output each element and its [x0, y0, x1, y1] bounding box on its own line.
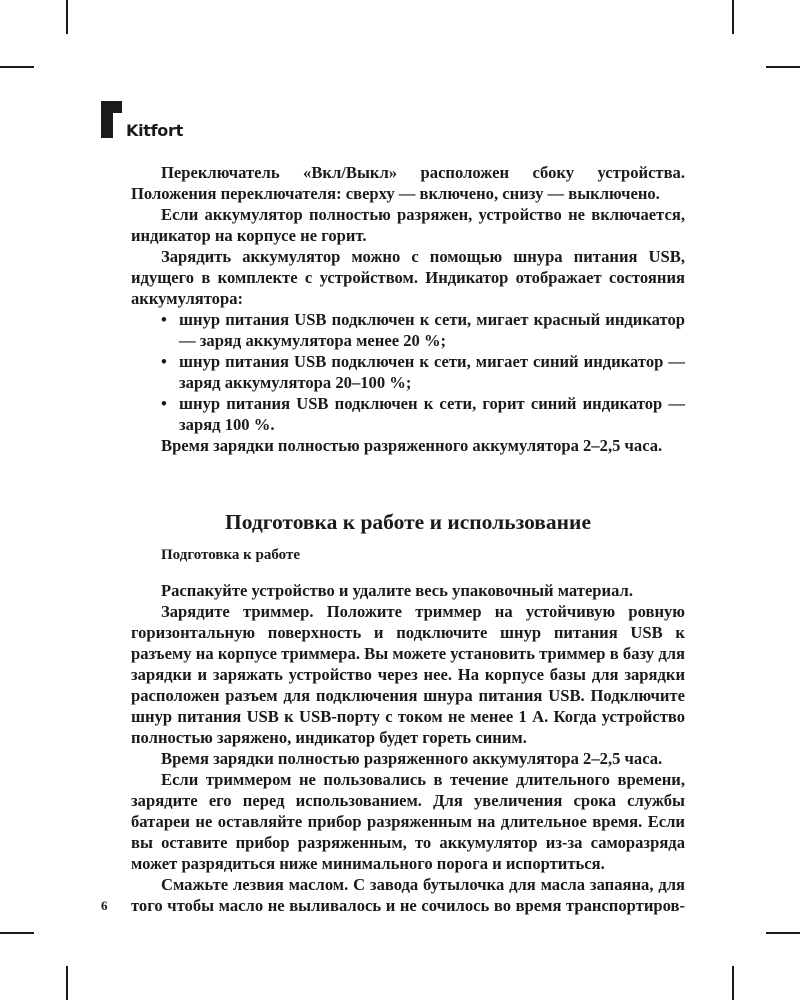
section-subtitle: Подготовка к работе	[161, 547, 300, 563]
page-number: 6	[101, 898, 108, 913]
brand-logo	[100, 100, 200, 145]
document-body	[131, 162, 685, 916]
crop-mark	[0, 66, 34, 68]
list-item	[131, 351, 685, 393]
brand-name: Kitfort	[126, 121, 183, 140]
body-paragraph: Зарядите триммер. Положите триммер на устойчивую ровную горизонтальную поверхность и подключите шнур питания USB к разъему на корпусе триммера. Вы можете установить триммер в базу для зарядки и заряжать устройство через нее. На корпусе базы для зарядки расположен разъем для подключения шнура питания USB. Подключите шнур питания USB к USB-порту с током не менее 1 А. Когда устройство полностью заряжено, индикатор будет гореть синим.	[131, 602, 685, 747]
list-item	[131, 393, 685, 435]
kitfort-logo-icon	[100, 100, 126, 142]
section-title: Подготовка к работе и использование	[225, 510, 591, 534]
crop-mark	[732, 966, 734, 1000]
intro-paragraph: Время зарядки полностью разряженного аккумулятора 2–2,5 часа.	[161, 436, 663, 455]
bullet-icon: •	[161, 352, 167, 371]
intro-paragraph: Переключатель «Вкл/Выкл» расположен сбоку устройства. Положения переключателя: сверху — включено, снизу — выключено.	[131, 163, 685, 203]
crop-mark	[766, 66, 800, 68]
indicator-list	[131, 309, 685, 435]
bullet-icon: •	[161, 310, 167, 329]
list-item-text: шнур питания USB подключен к сети, мигает красный индикатор — заряд аккумулятора менее 20 %;	[179, 310, 685, 350]
crop-mark	[732, 0, 734, 34]
crop-mark	[66, 966, 68, 1000]
bullet-icon: •	[161, 394, 167, 413]
body-paragraph: Если триммером не пользовались в течение длительного времени, зарядите его перед использованием. Для увеличения срока службы батареи не оставляйте прибор разряженным на длительное время. Если вы оставите прибор разряженным, то аккумулятор из-за саморазряда может разрядиться ниже минимального порога и испортиться.	[131, 770, 685, 873]
body-paragraph: Смажьте лезвия маслом. С завода бутылочка для масла запаяна, для того чтобы масло не выливалось и не сочилось во время транспортиров-	[131, 875, 685, 915]
list-item	[131, 309, 685, 351]
intro-paragraph: Зарядить аккумулятор можно с помощью шнура питания USB, идущего в комплекте с устройством. Индикатор отображает состояния аккумулятора:	[131, 247, 685, 308]
list-item-text: шнур питания USB подключен к сети, мигает синий индикатор — заряд аккумулятора 20–100 %;	[179, 352, 685, 392]
crop-mark	[766, 932, 800, 934]
body-paragraph: Время зарядки полностью разряженного аккумулятора 2–2,5 часа.	[161, 749, 663, 768]
body-paragraph: Распакуйте устройство и удалите весь упаковочный материал.	[161, 581, 633, 600]
intro-paragraph: Если аккумулятор полностью разряжен, устройство не включается, индикатор на корпусе не горит.	[131, 205, 685, 245]
list-item-text: шнур питания USB подключен к сети, горит синий индикатор — заряд 100 %.	[179, 394, 685, 434]
crop-mark	[0, 932, 34, 934]
crop-mark	[66, 0, 68, 34]
